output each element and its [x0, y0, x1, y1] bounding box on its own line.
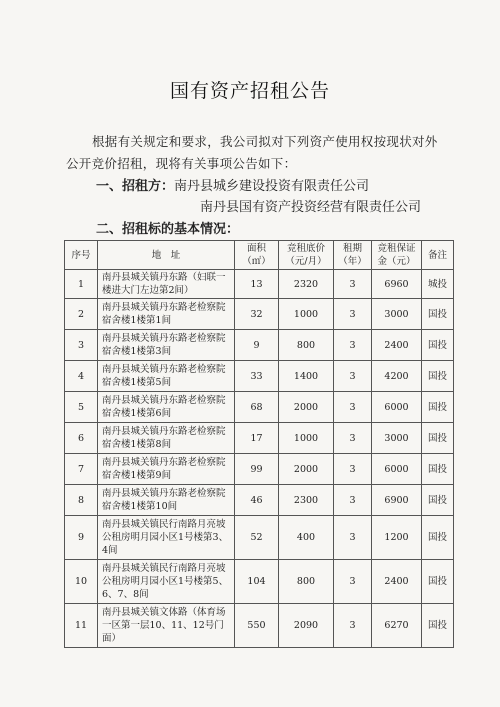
- header-term: 租期 （年）: [334, 241, 372, 270]
- cell-address: 南丹县城关镇丹东路老检察院宿舍楼1楼第1间: [98, 299, 235, 330]
- table-row: [65, 485, 454, 516]
- cell-area: 13: [235, 270, 279, 299]
- cell-no: 3: [65, 330, 98, 361]
- cell-area: 104: [235, 560, 279, 604]
- cell-note: 国投: [422, 423, 454, 454]
- cell-deposit: 3000: [372, 423, 422, 454]
- cell-deposit: 2400: [372, 560, 422, 604]
- lease-table: [64, 240, 454, 648]
- cell-price: 1000: [279, 423, 334, 454]
- cell-area: 17: [235, 423, 279, 454]
- cell-address: 南丹县城关镇文体路（体育场一区第一层10、11、12号门面）: [98, 604, 235, 648]
- cell-price: 1400: [279, 361, 334, 392]
- cell-no: 10: [65, 560, 98, 604]
- cell-term: 3: [334, 485, 372, 516]
- cell-price: 2000: [279, 454, 334, 485]
- cell-note: 国投: [422, 516, 454, 560]
- cell-price: 2090: [279, 604, 334, 648]
- cell-price: 800: [279, 560, 334, 604]
- cell-term: 3: [334, 516, 372, 560]
- table-row: [65, 516, 454, 560]
- table-row: [65, 423, 454, 454]
- cell-note: 国投: [422, 604, 454, 648]
- cell-note: 国投: [422, 361, 454, 392]
- cell-price: 800: [279, 330, 334, 361]
- cell-term: 3: [334, 604, 372, 648]
- cell-no: 1: [65, 270, 98, 299]
- section-1: [96, 176, 369, 198]
- cell-term: 3: [334, 270, 372, 299]
- cell-deposit: 6270: [372, 604, 422, 648]
- table-row: [65, 454, 454, 485]
- table-row: [65, 604, 454, 648]
- intro-line-1: 根据有关规定和要求，我公司拟对下列资产使用权按现状对外: [92, 134, 438, 149]
- cell-term: 3: [334, 361, 372, 392]
- cell-term: 3: [334, 560, 372, 604]
- cell-price: 400: [279, 516, 334, 560]
- cell-price: 2300: [279, 485, 334, 516]
- cell-price: 2320: [279, 270, 334, 299]
- header-deposit: 竞租保证 金（元）: [372, 241, 422, 270]
- page-title: 国有资产招租公告: [169, 80, 330, 102]
- section-2-heading: 二、招租标的基本情况：: [96, 222, 240, 237]
- cell-area: 46: [235, 485, 279, 516]
- cell-area: 32: [235, 299, 279, 330]
- cell-address: 南丹县城关镇丹东路老检察院宿舍楼1楼第6间: [98, 392, 235, 423]
- cell-price: 2000: [279, 392, 334, 423]
- section-1-heading: 一、招租方：: [96, 179, 175, 194]
- cell-area: 68: [235, 392, 279, 423]
- cell-note: 国投: [422, 454, 454, 485]
- cell-term: 3: [334, 330, 372, 361]
- cell-no: 2: [65, 299, 98, 330]
- header-area: 面积 （㎡）: [235, 241, 279, 270]
- cell-no: 11: [65, 604, 98, 648]
- table-row: [65, 270, 454, 299]
- header-address: 地 址: [98, 241, 235, 270]
- cell-term: 3: [334, 392, 372, 423]
- cell-deposit: 3000: [372, 299, 422, 330]
- cell-deposit: 4200: [372, 361, 422, 392]
- intro-paragraph: [66, 131, 461, 175]
- cell-area: 52: [235, 516, 279, 560]
- cell-address: 南丹县城关镇民行南路月亮坡公租房明月园小区1号楼第3、4间: [98, 516, 235, 560]
- cell-deposit: 1200: [372, 516, 422, 560]
- table-header-row: [65, 241, 454, 270]
- table-row: [65, 560, 454, 604]
- cell-note: 国投: [422, 392, 454, 423]
- table-row: [65, 361, 454, 392]
- cell-area: 550: [235, 604, 279, 648]
- cell-address: 南丹县城关镇民行南路月亮坡公租房明月园小区1号楼第5、6、7、8间: [98, 560, 235, 604]
- cell-address: 南丹县城关镇丹东路老检察院宿舍楼1楼第8间: [98, 423, 235, 454]
- cell-deposit: 6000: [372, 392, 422, 423]
- cell-term: 3: [334, 454, 372, 485]
- cell-no: 6: [65, 423, 98, 454]
- lessor-2: 南丹县国有资产投资经营有限责任公司: [200, 200, 422, 215]
- cell-area: 9: [235, 330, 279, 361]
- cell-no: 5: [65, 392, 98, 423]
- cell-note: 国投: [422, 299, 454, 330]
- table-row: [65, 392, 454, 423]
- cell-deposit: 6000: [372, 454, 422, 485]
- cell-deposit: 6960: [372, 270, 422, 299]
- header-note: 备注: [422, 241, 454, 270]
- cell-note: 国投: [422, 330, 454, 361]
- header-price: 竞租底价 （元/月）: [279, 241, 334, 270]
- cell-no: 9: [65, 516, 98, 560]
- cell-no: 8: [65, 485, 98, 516]
- cell-address: 南丹县城关镇丹东路老检察院宿舍楼1楼第5间: [98, 361, 235, 392]
- table-row: [65, 330, 454, 361]
- table-row: [65, 299, 454, 330]
- cell-area: 33: [235, 361, 279, 392]
- cell-term: 3: [334, 423, 372, 454]
- cell-note: 国投: [422, 485, 454, 516]
- cell-address: 南丹县城关镇丹东路老检察院宿舍楼1楼第10间: [98, 485, 235, 516]
- cell-area: 99: [235, 454, 279, 485]
- cell-note: 城投: [422, 270, 454, 299]
- cell-address: 南丹县城关镇丹东路（妇联一楼进大门左边第2间）: [98, 270, 235, 299]
- cell-deposit: 6900: [372, 485, 422, 516]
- cell-no: 4: [65, 361, 98, 392]
- lessor-1: 南丹县城乡建设投资有限责任公司: [174, 179, 370, 194]
- header-no: 序号: [65, 241, 98, 270]
- cell-address: 南丹县城关镇丹东路老检察院宿舍楼1楼第9间: [98, 454, 235, 485]
- cell-address: 南丹县城关镇丹东路老检察院宿舍楼1楼第3间: [98, 330, 235, 361]
- cell-price: 1000: [279, 299, 334, 330]
- cell-note: 国投: [422, 560, 454, 604]
- cell-no: 7: [65, 454, 98, 485]
- cell-deposit: 2400: [372, 330, 422, 361]
- cell-term: 3: [334, 299, 372, 330]
- intro-line-2: 公开竞价招租，现将有关事项公告如下：: [66, 156, 297, 171]
